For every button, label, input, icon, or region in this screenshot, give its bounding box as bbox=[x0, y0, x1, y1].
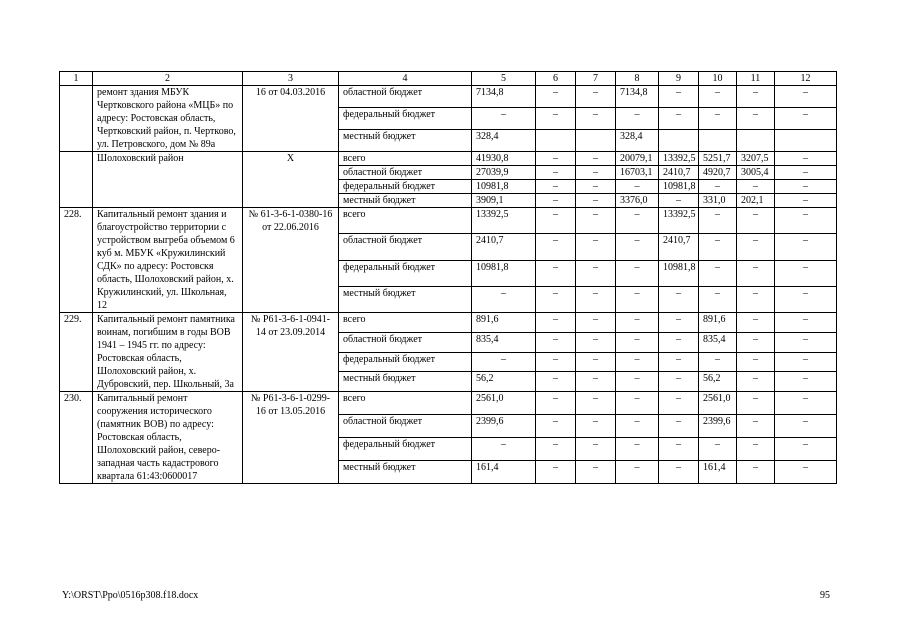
page-number: 95 bbox=[820, 590, 830, 601]
column-number: 8 bbox=[616, 72, 659, 86]
amount-cell: – bbox=[576, 372, 616, 392]
amount-cell: 2561,0 bbox=[472, 392, 536, 415]
amount-cell: 2561,0 bbox=[699, 392, 737, 415]
amount-cell: – bbox=[536, 86, 576, 108]
amount-cell: – bbox=[659, 438, 699, 461]
amount-cell: – bbox=[737, 438, 775, 461]
amount-cell: – bbox=[576, 86, 616, 108]
amount-cell bbox=[737, 130, 775, 152]
amount-cell: – bbox=[616, 461, 659, 484]
item-document-ref: № Р61-3-6-1-0299-16 от 13.05.2016 bbox=[243, 392, 339, 484]
funding-source: областной бюджет bbox=[339, 332, 472, 352]
amount-cell: – bbox=[616, 260, 659, 286]
item-description: Шолоховский район bbox=[93, 152, 243, 208]
amount-cell: 10981,8 bbox=[659, 260, 699, 286]
amount-cell: – bbox=[616, 392, 659, 415]
table-row bbox=[60, 313, 837, 333]
amount-cell: – bbox=[616, 208, 659, 234]
amount-cell: – bbox=[659, 461, 699, 484]
amount-cell: – bbox=[576, 194, 616, 208]
amount-cell: – bbox=[737, 415, 775, 438]
amount-cell: – bbox=[536, 166, 576, 180]
amount-cell: – bbox=[659, 352, 699, 372]
amount-cell: – bbox=[616, 180, 659, 194]
amount-cell: – bbox=[536, 461, 576, 484]
amount-cell: 27039,9 bbox=[472, 166, 536, 180]
amount-cell: – bbox=[616, 372, 659, 392]
column-number: 9 bbox=[659, 72, 699, 86]
funding-source: местный бюджет bbox=[339, 372, 472, 392]
amount-cell: – bbox=[536, 332, 576, 352]
amount-cell: – bbox=[775, 194, 837, 208]
amount-cell: – bbox=[576, 461, 616, 484]
amount-cell: – bbox=[699, 352, 737, 372]
funding-source: всего bbox=[339, 208, 472, 234]
funding-source: областной бюджет bbox=[339, 415, 472, 438]
amount-cell: – bbox=[472, 108, 536, 130]
amount-cell: – bbox=[576, 352, 616, 372]
item-description: ремонт здания МБУК Чертковского района «МЦБ» по адресу: Ростовская область, Чертковский район, п. Чертково, ул. Петровского, дом № 89а bbox=[93, 86, 243, 152]
funding-source: местный бюджет bbox=[339, 130, 472, 152]
item-description: Капитальный ремонт сооружения исторического (памятник ВОВ) по адресу: Ростовская область, Шолоховский район, северо-западная часть кадастрового квартала 61:43:0600017 bbox=[93, 392, 243, 484]
amount-cell: 5251,7 bbox=[699, 152, 737, 166]
column-number: 11 bbox=[737, 72, 775, 86]
funding-source: местный бюджет bbox=[339, 461, 472, 484]
amount-cell: 16703,1 bbox=[616, 166, 659, 180]
amount-cell: – bbox=[536, 313, 576, 333]
amount-cell: – bbox=[576, 438, 616, 461]
amount-cell: 10981,8 bbox=[659, 180, 699, 194]
column-number: 1 bbox=[60, 72, 93, 86]
amount-cell: – bbox=[659, 86, 699, 108]
amount-cell: – bbox=[659, 313, 699, 333]
column-number: 12 bbox=[775, 72, 837, 86]
amount-cell: 4920,7 bbox=[699, 166, 737, 180]
budget-table bbox=[59, 71, 837, 484]
funding-source: областной бюджет bbox=[339, 166, 472, 180]
amount-cell: – bbox=[536, 415, 576, 438]
amount-cell: – bbox=[536, 438, 576, 461]
amount-cell: – bbox=[659, 194, 699, 208]
amount-cell: – bbox=[737, 332, 775, 352]
item-document-ref: Х bbox=[243, 152, 339, 208]
amount-cell: – bbox=[616, 108, 659, 130]
amount-cell: – bbox=[775, 108, 837, 130]
amount-cell: – bbox=[536, 372, 576, 392]
amount-cell: – bbox=[775, 286, 837, 312]
amount-cell: – bbox=[576, 392, 616, 415]
amount-cell: – bbox=[576, 313, 616, 333]
amount-cell: – bbox=[775, 332, 837, 352]
amount-cell: – bbox=[659, 108, 699, 130]
amount-cell: 2410,7 bbox=[659, 166, 699, 180]
amount-cell: – bbox=[659, 286, 699, 312]
amount-cell: – bbox=[737, 208, 775, 234]
funding-source: местный бюджет bbox=[339, 286, 472, 312]
amount-cell: – bbox=[737, 180, 775, 194]
table-row bbox=[60, 86, 837, 108]
amount-cell: 328,4 bbox=[616, 130, 659, 152]
table-row bbox=[60, 392, 837, 415]
funding-source: областной бюджет bbox=[339, 86, 472, 108]
amount-cell: 20079,1 bbox=[616, 152, 659, 166]
amount-cell: – bbox=[659, 415, 699, 438]
amount-cell: – bbox=[536, 208, 576, 234]
amount-cell: – bbox=[616, 332, 659, 352]
column-number: 5 bbox=[472, 72, 536, 86]
table-row bbox=[60, 208, 837, 234]
amount-cell: – bbox=[775, 415, 837, 438]
amount-cell: 2399,6 bbox=[699, 415, 737, 438]
amount-cell: – bbox=[576, 108, 616, 130]
funding-source: всего bbox=[339, 392, 472, 415]
amount-cell: 7134,8 bbox=[472, 86, 536, 108]
amount-cell: – bbox=[737, 86, 775, 108]
item-number: 228. bbox=[60, 208, 93, 313]
column-number: 3 bbox=[243, 72, 339, 86]
amount-cell: – bbox=[737, 461, 775, 484]
amount-cell: – bbox=[472, 286, 536, 312]
column-number: 6 bbox=[536, 72, 576, 86]
amount-cell: – bbox=[699, 234, 737, 260]
amount-cell: – bbox=[536, 108, 576, 130]
amount-cell: – bbox=[616, 234, 659, 260]
amount-cell: – bbox=[536, 260, 576, 286]
amount-cell: – bbox=[775, 313, 837, 333]
amount-cell: – bbox=[775, 166, 837, 180]
amount-cell: 56,2 bbox=[699, 372, 737, 392]
amount-cell: 2399,6 bbox=[472, 415, 536, 438]
amount-cell: – bbox=[616, 415, 659, 438]
amount-cell: – bbox=[536, 286, 576, 312]
amount-cell: – bbox=[616, 286, 659, 312]
amount-cell: 13392,5 bbox=[472, 208, 536, 234]
amount-cell: 328,4 bbox=[472, 130, 536, 152]
amount-cell: – bbox=[659, 372, 699, 392]
amount-cell: 331,0 bbox=[699, 194, 737, 208]
amount-cell: 891,6 bbox=[472, 313, 536, 333]
amount-cell: 13392,5 bbox=[659, 208, 699, 234]
amount-cell: – bbox=[659, 332, 699, 352]
amount-cell: – bbox=[775, 86, 837, 108]
column-number: 4 bbox=[339, 72, 472, 86]
amount-cell: – bbox=[536, 352, 576, 372]
funding-source: федеральный бюджет bbox=[339, 352, 472, 372]
amount-cell: – bbox=[775, 352, 837, 372]
amount-cell: – bbox=[576, 415, 616, 438]
amount-cell: 56,2 bbox=[472, 372, 536, 392]
item-description: Капитальный ремонт памятника воинам, погибшим в годы ВОВ 1941 – 1945 гг. по адресу: Ростовская область, Шолоховский район, х. Дубровский, пер. Школьный, 3а bbox=[93, 313, 243, 392]
item-number bbox=[60, 86, 93, 152]
amount-cell: – bbox=[699, 260, 737, 286]
amount-cell: – bbox=[737, 352, 775, 372]
amount-cell bbox=[699, 130, 737, 152]
funding-source: федеральный бюджет bbox=[339, 180, 472, 194]
item-number: 229. bbox=[60, 313, 93, 392]
amount-cell: – bbox=[737, 372, 775, 392]
amount-cell: – bbox=[616, 438, 659, 461]
amount-cell bbox=[659, 130, 699, 152]
amount-cell: 3909,1 bbox=[472, 194, 536, 208]
column-number: 2 bbox=[93, 72, 243, 86]
column-number: 10 bbox=[699, 72, 737, 86]
amount-cell: – bbox=[775, 180, 837, 194]
amount-cell: 835,4 bbox=[699, 332, 737, 352]
amount-cell: 3376,0 bbox=[616, 194, 659, 208]
amount-cell: – bbox=[659, 392, 699, 415]
amount-cell: – bbox=[699, 86, 737, 108]
amount-cell: – bbox=[737, 108, 775, 130]
amount-cell: – bbox=[576, 208, 616, 234]
amount-cell: 41930,8 bbox=[472, 152, 536, 166]
amount-cell: 202,1 bbox=[737, 194, 775, 208]
amount-cell bbox=[576, 130, 616, 152]
amount-cell: – bbox=[699, 108, 737, 130]
item-number: 230. bbox=[60, 392, 93, 484]
amount-cell: – bbox=[737, 286, 775, 312]
amount-cell: 2410,7 bbox=[472, 234, 536, 260]
amount-cell: – bbox=[775, 392, 837, 415]
amount-cell: – bbox=[775, 234, 837, 260]
item-document-ref: 16 от 04.03.2016 bbox=[243, 86, 339, 152]
amount-cell: – bbox=[775, 461, 837, 484]
amount-cell: 13392,5 bbox=[659, 152, 699, 166]
funding-source: всего bbox=[339, 313, 472, 333]
amount-cell: – bbox=[737, 392, 775, 415]
amount-cell: 2410,7 bbox=[659, 234, 699, 260]
funding-source: всего bbox=[339, 152, 472, 166]
amount-cell: – bbox=[536, 152, 576, 166]
amount-cell: – bbox=[576, 166, 616, 180]
funding-source: федеральный бюджет bbox=[339, 438, 472, 461]
amount-cell: – bbox=[775, 438, 837, 461]
table-row bbox=[60, 152, 837, 166]
amount-cell: – bbox=[536, 392, 576, 415]
item-number bbox=[60, 152, 93, 208]
amount-cell: 161,4 bbox=[472, 461, 536, 484]
amount-cell: – bbox=[472, 352, 536, 372]
amount-cell: 7134,8 bbox=[616, 86, 659, 108]
amount-cell: – bbox=[699, 208, 737, 234]
amount-cell bbox=[536, 130, 576, 152]
amount-cell: – bbox=[775, 152, 837, 166]
item-document-ref: № 61-3-6-1-0380-16 от 22.06.2016 bbox=[243, 208, 339, 313]
amount-cell: – bbox=[616, 352, 659, 372]
amount-cell: – bbox=[576, 234, 616, 260]
amount-cell: – bbox=[576, 332, 616, 352]
amount-cell: – bbox=[775, 260, 837, 286]
amount-cell: – bbox=[536, 180, 576, 194]
amount-cell: – bbox=[472, 438, 536, 461]
amount-cell: – bbox=[576, 260, 616, 286]
footer-file-path: Y:\ORST\Ppo\0516p308.f18.docx bbox=[62, 590, 199, 601]
amount-cell: – bbox=[576, 152, 616, 166]
amount-cell bbox=[775, 130, 837, 152]
amount-cell: – bbox=[699, 438, 737, 461]
amount-cell: – bbox=[576, 286, 616, 312]
amount-cell: – bbox=[576, 180, 616, 194]
amount-cell: 10981,8 bbox=[472, 180, 536, 194]
amount-cell: 3207,5 bbox=[737, 152, 775, 166]
amount-cell: – bbox=[536, 194, 576, 208]
amount-cell: – bbox=[616, 313, 659, 333]
amount-cell: 3005,4 bbox=[737, 166, 775, 180]
funding-source: областной бюджет bbox=[339, 234, 472, 260]
column-number-row bbox=[60, 72, 837, 86]
column-number: 7 bbox=[576, 72, 616, 86]
amount-cell: – bbox=[775, 372, 837, 392]
funding-source: федеральный бюджет bbox=[339, 108, 472, 130]
item-document-ref: № Р61-3-6-1-0941-14 от 23.09.2014 bbox=[243, 313, 339, 392]
amount-cell: – bbox=[737, 260, 775, 286]
funding-source: местный бюджет bbox=[339, 194, 472, 208]
funding-source: федеральный бюджет bbox=[339, 260, 472, 286]
item-description: Капитальный ремонт здания и благоустройство территории с устройством выгреба объемом 6 куб м. МБУК «Кружилинский СДК» по адресу: Ростовскя область, Шолоховский район, х. Кружилинский, ул. Школьная, 12 bbox=[93, 208, 243, 313]
amount-cell: 891,6 bbox=[699, 313, 737, 333]
amount-cell: – bbox=[737, 313, 775, 333]
amount-cell: – bbox=[775, 208, 837, 234]
amount-cell: 161,4 bbox=[699, 461, 737, 484]
amount-cell: 10981,8 bbox=[472, 260, 536, 286]
amount-cell: 835,4 bbox=[472, 332, 536, 352]
amount-cell: – bbox=[536, 234, 576, 260]
amount-cell: – bbox=[737, 234, 775, 260]
amount-cell: – bbox=[699, 286, 737, 312]
amount-cell: – bbox=[699, 180, 737, 194]
